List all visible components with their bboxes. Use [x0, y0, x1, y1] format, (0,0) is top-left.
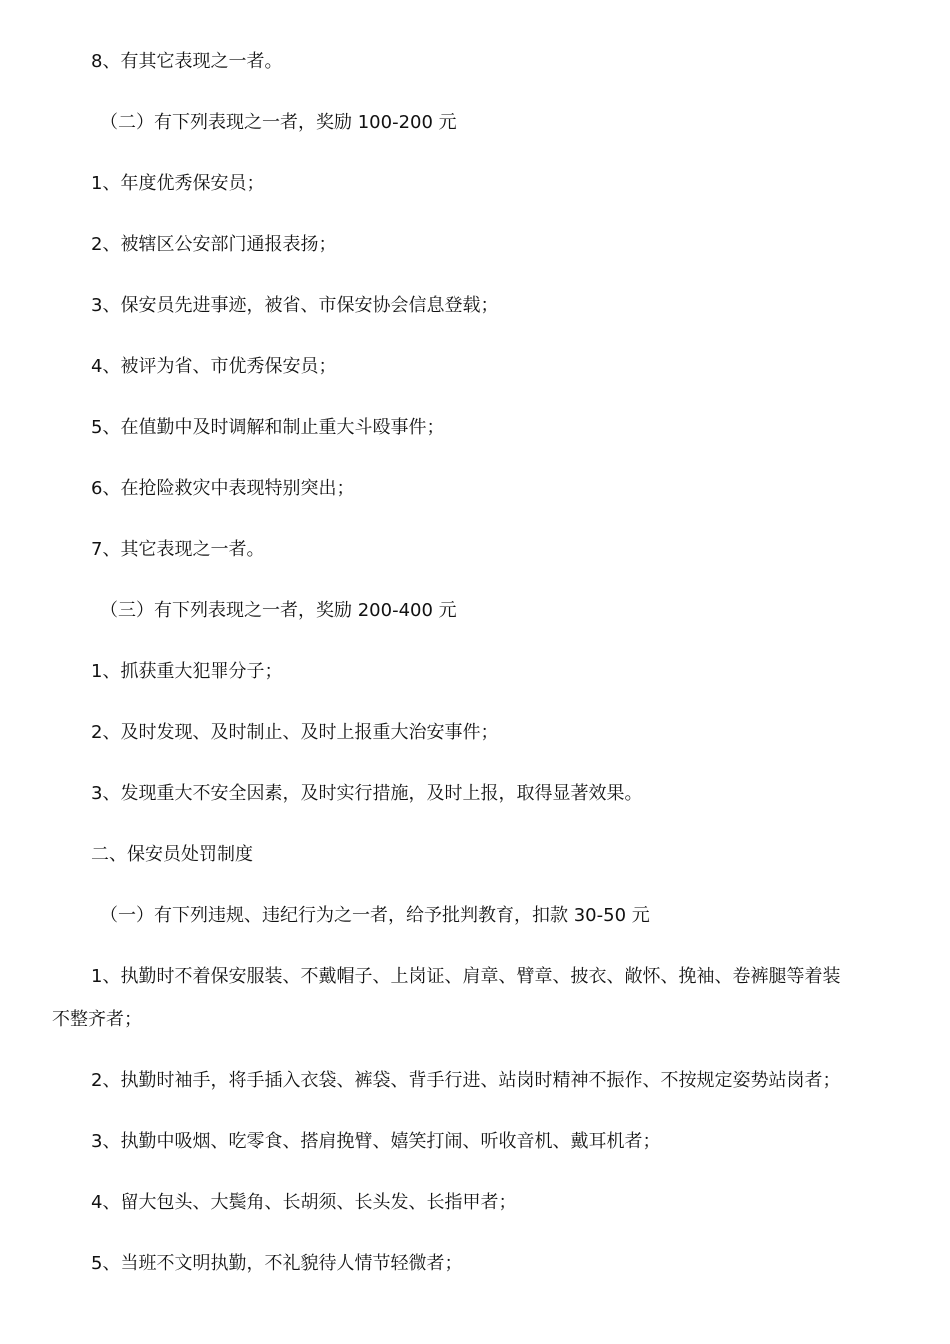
text-line: 3、发现重大不安全因素，及时实行措施，及时上报，取得显著效果。 [91, 783, 643, 804]
text-line: 2、执勤时袖手，将手插入衣袋、裤袋、背手行进、站岗时精神不振作、不按规定姿势站岗者； [91, 1070, 841, 1091]
text-line: 1、抓获重大犯罪分子； [91, 661, 283, 682]
text-line: 7、其它表现之一者。 [91, 539, 265, 560]
section-heading: （三）有下列表现之一者，奖励 200-400 元 [100, 600, 457, 621]
section-heading: （二）有下列表现之一者，奖励 100-200 元 [100, 112, 457, 133]
text-line: 3、执勤中吸烟、吃零食、搭肩挽臂、嬉笑打闹、听收音机、戴耳机者； [91, 1131, 661, 1152]
text-line: 1、执勤时不着保安服装、不戴帽子、上岗证、肩章、臂章、披衣、敞怀、挽袖、卷裤腿等着装 [91, 966, 841, 987]
text-line: 4、被评为省、市优秀保安员； [91, 356, 337, 377]
text-line-continuation: 不整齐者； [52, 1009, 142, 1030]
text-line: 8、有其它表现之一者。 [91, 51, 283, 72]
text-line: 3、保安员先进事迹，被省、市保安协会信息登载； [91, 295, 499, 316]
text-line: 6、在抢险救灾中表现特别突出； [91, 478, 355, 499]
text-line: 5、在值勤中及时调解和制止重大斗殴事件； [91, 417, 445, 438]
text-line: 2、及时发现、及时制止、及时上报重大治安事件； [91, 722, 499, 743]
text-line: 5、当班不文明执勤，不礼貌待人情节轻微者； [91, 1253, 463, 1274]
text-line: 4、留大包头、大鬓角、长胡须、长头发、长指甲者； [91, 1192, 517, 1213]
text-line: 2、被辖区公安部门通报表扬； [91, 234, 337, 255]
chapter-heading: 二、保安员处罚制度 [91, 844, 253, 865]
section-heading: （一）有下列违规、违纪行为之一者，给予批判教育，扣款 30-50 元 [100, 905, 650, 926]
text-line: 1、年度优秀保安员； [91, 173, 265, 194]
